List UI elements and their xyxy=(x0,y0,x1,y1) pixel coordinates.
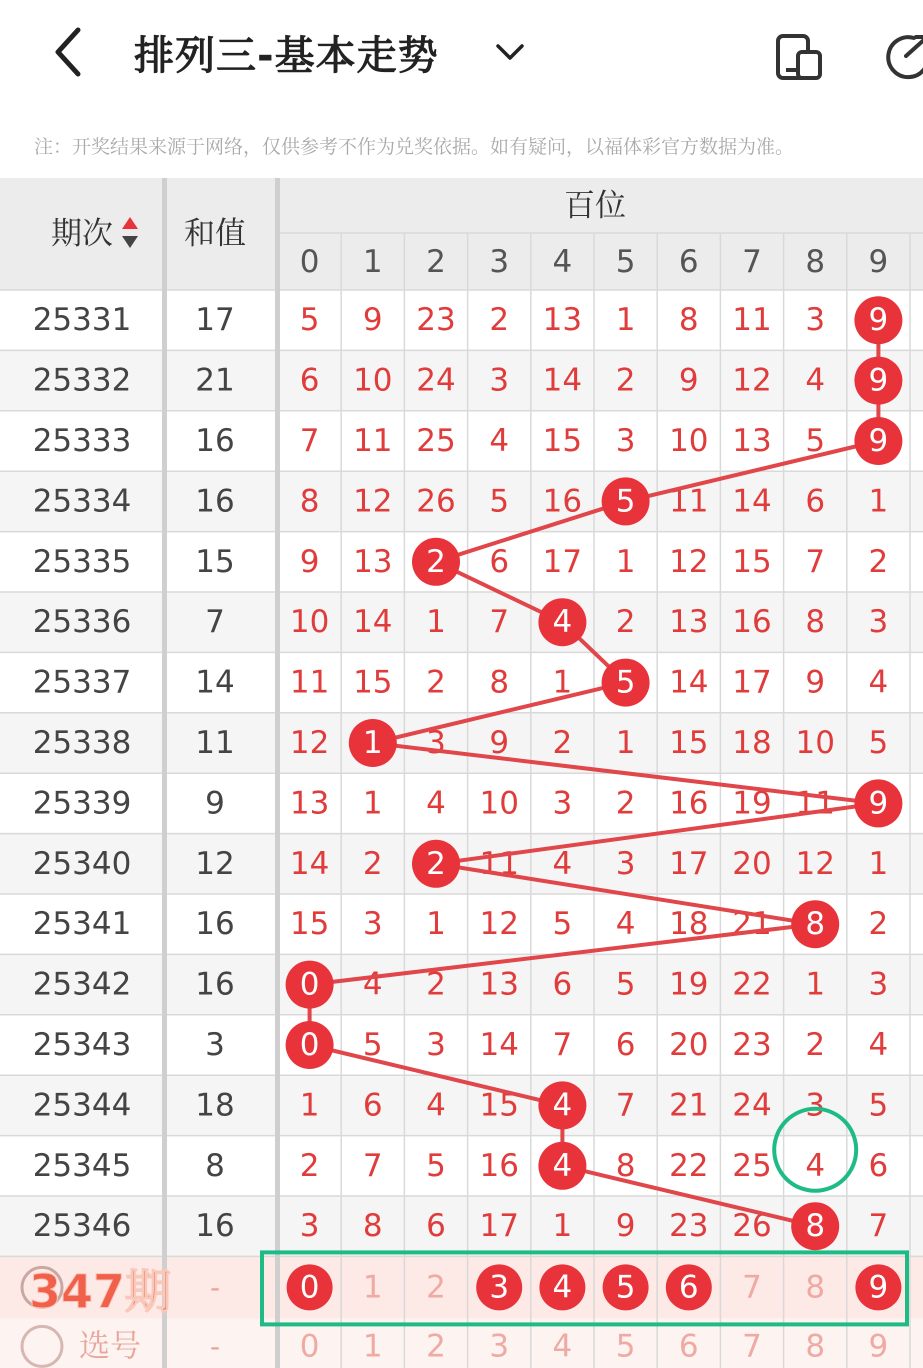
miss-count-cell: 7 xyxy=(362,1147,383,1184)
miss-count-cell: 24 xyxy=(416,362,456,399)
disclaimer-notice: 注：开奖结果来源于网络，仅供参考不作为兑奖依据。如有疑问，以福体彩官方数据为准。 xyxy=(34,136,795,158)
table-row xyxy=(0,471,923,531)
svg-text:4: 4 xyxy=(552,604,573,641)
hit-ball xyxy=(854,357,902,405)
miss-count-cell: 12 xyxy=(479,906,519,943)
table-row xyxy=(0,894,923,954)
miss-count-cell: 5 xyxy=(362,1027,383,1063)
miss-count-cell: 13 xyxy=(353,543,393,580)
sum-cell: 12 xyxy=(195,845,235,882)
miss-count-cell: 8 xyxy=(362,1208,383,1245)
miss-count-cell: 16 xyxy=(732,604,772,641)
miss-count-cell: 15 xyxy=(669,725,709,761)
period-cell: 25333 xyxy=(32,423,132,459)
hit-ball xyxy=(286,961,334,1009)
miss-count-cell: 8 xyxy=(489,664,510,701)
miss-count-cell: 12 xyxy=(732,362,772,399)
svg-text:4: 4 xyxy=(552,1147,573,1184)
miss-count-cell: 2 xyxy=(426,966,446,1003)
miss-count-cell: 9 xyxy=(362,302,383,339)
svg-text:2: 2 xyxy=(426,543,446,580)
digit-column-header: 1 xyxy=(362,244,383,280)
miss-count-cell: 24 xyxy=(732,1087,772,1124)
sum-cell: 14 xyxy=(195,664,235,701)
miss-count-cell: 4 xyxy=(552,845,573,882)
table-row xyxy=(0,834,923,894)
miss-count-cell: 3 xyxy=(426,725,446,761)
miss-count-cell: 17 xyxy=(479,1208,519,1245)
period-cell: 25344 xyxy=(32,1087,132,1124)
svg-text:0: 0 xyxy=(299,966,320,1003)
miss-count-cell: 3 xyxy=(868,604,889,641)
svg-text:8: 8 xyxy=(805,906,826,943)
svg-text:2: 2 xyxy=(426,845,446,882)
miss-count-cell: 7 xyxy=(805,543,826,580)
select-digit[interactable]: 9 xyxy=(868,1328,889,1365)
miss-count-cell: 3 xyxy=(362,906,383,943)
predict-digit[interactable]: 2 xyxy=(426,1269,446,1306)
miss-count-cell: 2 xyxy=(362,845,383,882)
period-cell: 25346 xyxy=(32,1208,132,1245)
sum-cell: 16 xyxy=(195,966,235,1003)
miss-count-cell: 5 xyxy=(868,725,889,761)
hit-ball xyxy=(538,1142,586,1190)
miss-count-cell: 12 xyxy=(289,725,330,761)
miss-count-cell: 12 xyxy=(669,543,709,580)
miss-count-cell: 4 xyxy=(426,785,446,822)
select-digit[interactable]: 2 xyxy=(426,1328,446,1365)
miss-count-cell: 6 xyxy=(805,483,826,520)
miss-count-cell: 14 xyxy=(479,1027,519,1063)
svg-text:4: 4 xyxy=(552,1269,573,1306)
miss-count-cell: 15 xyxy=(732,543,772,580)
sum-cell: 9 xyxy=(205,785,225,822)
miss-count-cell: 22 xyxy=(669,1147,709,1184)
table-row xyxy=(0,1196,923,1256)
sum-cell: 16 xyxy=(195,1208,235,1245)
miss-count-cell: 5 xyxy=(552,906,573,943)
svg-text:5: 5 xyxy=(615,483,636,520)
svg-text:4: 4 xyxy=(552,1087,573,1124)
miss-count-cell: 20 xyxy=(732,845,772,882)
column-divider xyxy=(162,178,167,1368)
miss-count-cell: 4 xyxy=(805,362,826,399)
hit-ball xyxy=(602,659,650,707)
miss-count-cell: 13 xyxy=(289,785,330,822)
miss-count-cell: 7 xyxy=(615,1087,636,1124)
miss-count-cell: 15 xyxy=(289,906,330,943)
miss-count-cell: 17 xyxy=(542,543,583,580)
miss-count-cell: 9 xyxy=(489,725,510,761)
miss-count-cell: 25 xyxy=(732,1147,772,1184)
predict-digit-selected[interactable] xyxy=(855,1264,901,1310)
hit-ball xyxy=(602,477,650,525)
svg-text:0: 0 xyxy=(299,1269,320,1306)
hit-ball xyxy=(854,417,902,465)
miss-count-cell: 14 xyxy=(353,604,393,641)
miss-count-cell: 1 xyxy=(868,483,889,520)
sum-cell: 21 xyxy=(195,362,235,399)
miss-count-cell: 1 xyxy=(615,302,636,339)
miss-count-cell: 12 xyxy=(795,845,835,882)
miss-count-cell: 11 xyxy=(795,785,835,822)
miss-count-cell: 6 xyxy=(615,1027,636,1063)
digit-column-header: 9 xyxy=(868,244,889,280)
digit-column-header: 4 xyxy=(552,244,573,280)
miss-count-cell: 2 xyxy=(615,604,636,641)
period-cell: 25342 xyxy=(32,966,132,1003)
miss-count-cell: 3 xyxy=(552,785,573,822)
miss-count-cell: 13 xyxy=(479,966,519,1003)
table-row xyxy=(0,290,923,350)
miss-count-cell: 20 xyxy=(669,1027,709,1063)
period-cell: 25341 xyxy=(32,906,132,943)
miss-count-cell: 6 xyxy=(489,543,510,580)
miss-count-cell: 21 xyxy=(669,1087,709,1124)
period-cell: 25335 xyxy=(32,543,132,580)
table-row xyxy=(0,1075,923,1135)
svg-text:5: 5 xyxy=(615,664,636,701)
miss-count-cell: 2 xyxy=(868,543,889,580)
sum-cell: 11 xyxy=(195,725,235,761)
miss-count-cell: 17 xyxy=(669,845,709,882)
miss-count-cell: 1 xyxy=(615,725,636,761)
miss-count-cell: 1 xyxy=(426,906,446,943)
table-row xyxy=(0,592,923,652)
miss-count-cell: 14 xyxy=(732,483,772,520)
svg-text:3: 3 xyxy=(489,1269,510,1306)
hit-ball xyxy=(854,296,902,344)
miss-count-cell: 15 xyxy=(479,1087,519,1124)
miss-count-cell: 18 xyxy=(669,906,709,943)
miss-count-cell: 9 xyxy=(678,362,699,399)
miss-count-cell: 23 xyxy=(416,302,456,339)
period-cell: 25343 xyxy=(32,1027,132,1063)
period-cell: 25339 xyxy=(32,785,132,822)
miss-count-cell: 16 xyxy=(479,1147,519,1184)
predict-digit-selected[interactable] xyxy=(666,1264,712,1310)
svg-text:6: 6 xyxy=(678,1269,699,1306)
sum-cell: 15 xyxy=(195,543,235,580)
svg-text:9: 9 xyxy=(868,785,889,822)
svg-text:5: 5 xyxy=(615,1269,636,1306)
miss-count-cell: 8 xyxy=(299,483,320,520)
miss-count-cell: 1 xyxy=(362,785,383,822)
miss-count-cell: 3 xyxy=(615,845,636,882)
digit-column-header: 3 xyxy=(489,244,510,280)
period-cell: 25334 xyxy=(32,483,132,520)
table-row xyxy=(0,532,923,592)
select-digit[interactable]: 6 xyxy=(678,1328,699,1365)
miss-count-cell: 7 xyxy=(299,423,320,459)
miss-count-cell: 5 xyxy=(489,483,510,520)
predict-digit[interactable]: 7 xyxy=(742,1269,762,1306)
miss-count-cell: 8 xyxy=(805,604,826,641)
miss-count-cell: 4 xyxy=(489,423,510,459)
miss-count-cell: 14 xyxy=(542,362,583,399)
hit-ball xyxy=(412,538,460,586)
miss-count-cell: 5 xyxy=(868,1087,889,1124)
table-row xyxy=(0,1015,923,1075)
miss-count-cell: 3 xyxy=(868,966,889,1003)
miss-count-cell: 3 xyxy=(426,1027,446,1063)
miss-count-cell: 22 xyxy=(732,966,772,1003)
hit-ball xyxy=(349,719,397,767)
sum-cell: 17 xyxy=(195,302,235,339)
page-title: 排列三-基本走势 xyxy=(134,33,439,79)
miss-count-cell: 23 xyxy=(732,1027,772,1063)
column-header-sum: 和值 xyxy=(184,216,246,252)
miss-count-cell: 7 xyxy=(868,1208,889,1245)
predict-digit-selected[interactable] xyxy=(287,1264,333,1310)
sum-cell: 16 xyxy=(195,906,235,943)
miss-count-cell: 11 xyxy=(289,664,330,701)
table-row xyxy=(0,350,923,410)
miss-count-cell: 10 xyxy=(479,785,519,822)
miss-count-cell: 2 xyxy=(615,362,636,399)
miss-count-cell: 9 xyxy=(615,1208,636,1245)
table-row xyxy=(0,652,923,712)
period-cell: 25332 xyxy=(32,362,132,399)
period-cell: 25345 xyxy=(32,1147,132,1184)
miss-count-cell: 13 xyxy=(732,423,772,459)
miss-count-cell: 2 xyxy=(552,725,573,761)
select-digit[interactable]: 3 xyxy=(489,1328,510,1365)
miss-count-cell: 23 xyxy=(669,1208,709,1245)
miss-count-cell: 16 xyxy=(669,785,709,822)
miss-count-cell: 4 xyxy=(868,1027,889,1063)
predict-sum: - xyxy=(209,1270,221,1304)
miss-count-cell: 1 xyxy=(615,543,636,580)
predict-digit[interactable]: 1 xyxy=(362,1269,383,1306)
miss-count-cell: 12 xyxy=(353,483,393,520)
miss-count-cell: 9 xyxy=(805,664,826,701)
select-digit[interactable]: 7 xyxy=(742,1328,762,1365)
svg-text:8: 8 xyxy=(805,1208,826,1245)
miss-count-cell: 6 xyxy=(868,1147,889,1184)
miss-count-cell: 6 xyxy=(299,362,320,399)
miss-count-cell: 1 xyxy=(426,604,446,641)
miss-count-cell: 1 xyxy=(299,1087,320,1124)
miss-count-cell: 2 xyxy=(489,302,510,339)
select-digit[interactable]: 5 xyxy=(615,1328,636,1365)
hit-ball xyxy=(412,840,460,888)
svg-text:9: 9 xyxy=(868,302,889,339)
miss-count-cell: 4 xyxy=(362,966,383,1003)
miss-count-cell: 2 xyxy=(868,906,889,943)
miss-count-cell: 10 xyxy=(795,725,835,761)
miss-count-cell: 21 xyxy=(732,906,772,943)
sum-cell: 8 xyxy=(205,1147,225,1184)
period-cell: 25331 xyxy=(32,302,132,339)
miss-count-cell: 1 xyxy=(805,966,826,1003)
hit-ball xyxy=(538,1081,586,1129)
miss-count-cell: 14 xyxy=(669,664,709,701)
miss-count-cell: 2 xyxy=(426,664,446,701)
predict-digit-selected[interactable] xyxy=(603,1264,649,1310)
svg-text:9: 9 xyxy=(868,423,889,459)
miss-count-cell: 1 xyxy=(552,664,573,701)
svg-text:9: 9 xyxy=(868,362,889,399)
select-digit[interactable]: 8 xyxy=(805,1328,826,1365)
svg-text:9: 9 xyxy=(868,1269,889,1306)
miss-count-cell: 3 xyxy=(805,302,826,339)
sum-cell: 16 xyxy=(195,483,235,520)
miss-count-cell: 13 xyxy=(542,302,583,339)
svg-text:1: 1 xyxy=(362,725,383,761)
miss-count-cell: 5 xyxy=(426,1147,446,1184)
select-row-label[interactable]: 选号 xyxy=(79,1328,141,1365)
miss-count-cell: 9 xyxy=(299,543,320,580)
miss-count-cell: 4 xyxy=(805,1147,826,1184)
digit-column-header: 0 xyxy=(299,244,320,280)
table-row xyxy=(0,773,923,833)
sum-cell: 16 xyxy=(195,423,235,459)
digit-column-header: 7 xyxy=(742,244,762,280)
hit-ball xyxy=(854,779,902,827)
miss-count-cell: 3 xyxy=(615,423,636,459)
miss-count-cell: 5 xyxy=(615,966,636,1003)
hit-ball xyxy=(538,598,586,646)
column-header-hundreds: 百位 xyxy=(564,188,626,224)
miss-count-cell: 25 xyxy=(416,423,456,459)
miss-count-cell: 1 xyxy=(552,1208,573,1245)
select-sum: - xyxy=(209,1329,221,1363)
miss-count-cell: 6 xyxy=(552,966,573,1003)
miss-count-cell: 17 xyxy=(732,664,772,701)
predict-period-label: 347期 xyxy=(28,1264,172,1319)
miss-count-cell: 4 xyxy=(868,664,889,701)
sum-cell: 3 xyxy=(205,1027,225,1063)
miss-count-cell: 14 xyxy=(289,845,330,882)
miss-count-cell: 7 xyxy=(489,604,510,641)
predict-digit[interactable]: 8 xyxy=(805,1269,826,1306)
table-row xyxy=(0,954,923,1014)
miss-count-cell: 26 xyxy=(416,483,456,520)
miss-count-cell: 11 xyxy=(353,423,393,459)
miss-count-cell: 11 xyxy=(479,845,519,882)
digit-column-header: 2 xyxy=(426,244,446,280)
miss-count-cell: 13 xyxy=(669,604,709,641)
miss-count-cell: 8 xyxy=(615,1147,636,1184)
period-cell: 25338 xyxy=(32,725,132,761)
miss-count-cell: 2 xyxy=(299,1147,320,1184)
hit-ball xyxy=(791,900,839,948)
predict-digit-selected[interactable] xyxy=(539,1264,585,1310)
miss-count-cell: 3 xyxy=(489,362,510,399)
miss-count-cell: 18 xyxy=(732,725,772,761)
miss-count-cell: 10 xyxy=(289,604,330,641)
miss-count-cell: 3 xyxy=(299,1208,320,1245)
miss-count-cell: 26 xyxy=(732,1208,772,1245)
sum-cell: 18 xyxy=(195,1087,235,1124)
miss-count-cell: 2 xyxy=(805,1027,826,1063)
predict-digit-selected[interactable] xyxy=(476,1264,522,1310)
select-digit[interactable]: 0 xyxy=(299,1328,320,1365)
miss-count-cell: 19 xyxy=(669,966,709,1003)
miss-count-cell: 1 xyxy=(868,845,889,882)
miss-count-cell: 4 xyxy=(426,1087,446,1124)
hit-ball xyxy=(286,1021,334,1069)
miss-count-cell: 15 xyxy=(353,664,393,701)
table-row xyxy=(0,1136,923,1196)
miss-count-cell: 2 xyxy=(615,785,636,822)
period-cell: 25336 xyxy=(32,604,132,641)
miss-count-cell: 7 xyxy=(552,1027,573,1063)
period-cell: 25340 xyxy=(32,845,132,882)
miss-count-cell: 11 xyxy=(669,483,709,520)
column-divider xyxy=(275,178,280,1368)
miss-count-cell: 10 xyxy=(669,423,709,459)
select-digit[interactable]: 4 xyxy=(552,1328,573,1365)
miss-count-cell: 6 xyxy=(426,1208,446,1245)
table-header-bg xyxy=(0,178,923,290)
miss-count-cell: 16 xyxy=(542,483,583,520)
period-cell: 25337 xyxy=(32,664,132,701)
miss-count-cell: 3 xyxy=(805,1087,826,1124)
miss-count-cell: 5 xyxy=(299,302,320,339)
svg-text:0: 0 xyxy=(299,1027,320,1063)
digit-column-header: 5 xyxy=(615,244,636,280)
miss-count-cell: 19 xyxy=(732,785,772,822)
miss-count-cell: 11 xyxy=(732,302,772,339)
miss-count-cell: 5 xyxy=(805,423,826,459)
select-digit[interactable]: 1 xyxy=(362,1328,383,1365)
digit-column-header: 6 xyxy=(678,244,699,280)
sum-cell: 7 xyxy=(205,604,225,641)
miss-count-cell: 15 xyxy=(542,423,583,459)
miss-count-cell: 8 xyxy=(678,302,699,339)
miss-count-cell: 6 xyxy=(362,1087,383,1124)
column-header-period[interactable]: 期次 xyxy=(51,216,113,252)
hit-ball xyxy=(791,1202,839,1250)
miss-count-cell: 10 xyxy=(353,362,393,399)
digit-column-header: 8 xyxy=(805,244,826,280)
miss-count-cell: 4 xyxy=(615,906,636,943)
